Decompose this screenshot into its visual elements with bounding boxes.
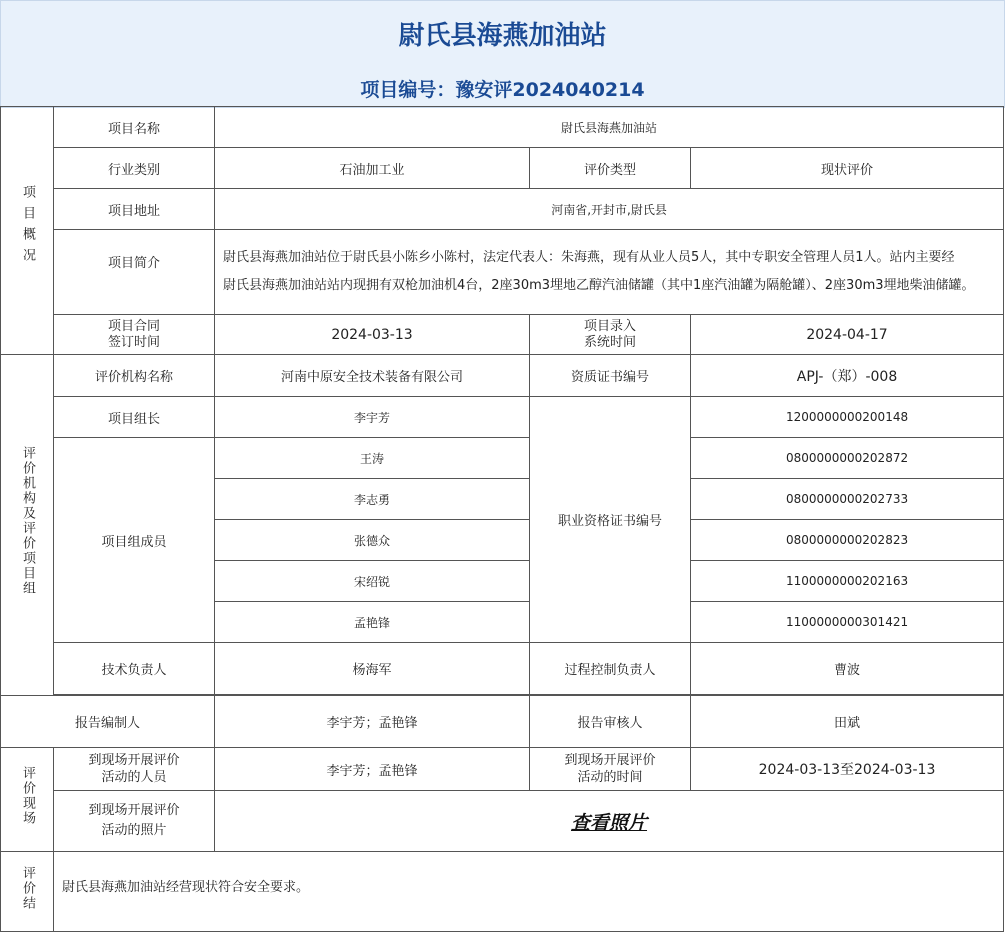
- members-label: 项目组成员: [54, 438, 215, 643]
- conclusion-value: 尉氏县海燕加油站经营现状符合安全要求。: [54, 852, 1004, 932]
- contract-time-label-line2: 签订时间: [107, 334, 160, 350]
- site-photo-label: [54, 791, 215, 852]
- page-title: 尉氏县海燕加油站: [398, 21, 607, 51]
- team-member-cert: 1100000000202163: [691, 561, 1004, 602]
- qual-cert-value: APJ-（郑）-008: [691, 355, 1004, 397]
- intro-line-2: 尉氏县海燕加油站站内现拥有双枪加油机4台，2座30m3埋地乙醇汽油储罐（其中1座汽油罐为隔舱罐）、2座30m3埋地柴油储罐。: [223, 278, 975, 293]
- entry-time-label: [530, 315, 691, 355]
- section-conclusion-label: [1, 852, 54, 932]
- project-number: 项目编号：豫安评2024040214: [360, 79, 645, 101]
- site-photo-label-line2: 活动的照片: [101, 823, 167, 838]
- section-site-text: 评价现场: [20, 765, 35, 826]
- agency-label: 评价机构名称: [54, 355, 215, 397]
- eval-type-label: 评价类型: [530, 148, 691, 189]
- address-value: 河南省,开封市,尉氏县: [215, 189, 1004, 230]
- section-org-text: 评价机构及评价项目组: [20, 446, 35, 596]
- team-member-cert: 1100000000301421: [691, 602, 1004, 643]
- address-label: 项目地址: [54, 189, 215, 230]
- site-photo-label-line1: 到现场开展评价: [88, 803, 180, 818]
- contract-time-label: [54, 315, 215, 355]
- report-compiler-value: 李宇芳；孟艳锋: [215, 696, 530, 748]
- process-lead-value: 曹波: [691, 643, 1004, 695]
- section-conclusion-text: 评价结: [20, 866, 35, 911]
- report-compiler-label: 报告编制人: [1, 696, 215, 748]
- team-member-name: 张德众: [215, 520, 530, 561]
- entry-time-value: 2024-04-17: [691, 315, 1004, 355]
- eval-type-value: 现状评价: [691, 148, 1004, 189]
- section-site-label: [1, 748, 54, 852]
- process-lead-label: 过程控制负责人: [530, 643, 691, 695]
- tech-lead-value: 杨海军: [215, 643, 530, 695]
- section-org-label: [1, 355, 54, 696]
- project-name-label: 项目名称: [54, 107, 215, 148]
- intro-value: [215, 230, 1004, 315]
- team-member-name: 王涛: [215, 438, 530, 479]
- site-time-value: 2024-03-13至2024-03-13: [691, 748, 1004, 791]
- leader-label: 项目组长: [54, 397, 215, 438]
- report-reviewer-label: 报告审核人: [530, 696, 691, 748]
- section-overview-label: [1, 107, 54, 355]
- team-member-cert: 1200000000200148: [691, 397, 1004, 438]
- team-member-name: 孟艳锋: [215, 602, 530, 643]
- site-time-label: [530, 748, 691, 791]
- view-photos-link[interactable]: 查看照片: [571, 811, 648, 834]
- team-member-cert: 0800000000202872: [691, 438, 1004, 479]
- team-member-name: 李宇芳: [215, 397, 530, 438]
- intro-line-1: 尉氏县海燕加油站位于尉氏县小陈乡小陈村，法定代表人：朱海燕，现有从业人员5人，其中专职安全管理人员1人。站内主要经: [223, 250, 955, 265]
- qual-cert-label: 资质证书编号: [530, 355, 691, 397]
- team-member-cert: 0800000000202823: [691, 520, 1004, 561]
- prof-cert-label: 职业资格证书编号: [530, 397, 691, 643]
- contract-time-label-line1: 项目合同: [107, 318, 160, 334]
- entry-time-label-line2: 系统时间: [583, 334, 636, 350]
- team-member-name: 李志勇: [215, 479, 530, 520]
- industry-value: 石油加工业: [215, 148, 530, 189]
- site-time-label-line1: 到现场开展评价: [564, 753, 656, 768]
- section-overview-text: 项目概况: [20, 184, 35, 269]
- site-people-label-line1: 到现场开展评价: [88, 753, 180, 768]
- team-member-cert: 0800000000202733: [691, 479, 1004, 520]
- page-header: [0, 0, 1005, 108]
- entry-time-label-line1: 项目录入: [583, 318, 636, 334]
- site-time-label-line2: 活动的时间: [577, 770, 643, 785]
- tech-lead-label: 技术负责人: [54, 643, 215, 695]
- site-photo-cell: [215, 791, 1004, 852]
- report-reviewer-value: 田斌: [691, 696, 1004, 748]
- project-name-value: 尉氏县海燕加油站: [215, 107, 1004, 148]
- intro-label: 项目简介: [54, 230, 215, 315]
- site-people-label-line2: 活动的人员: [101, 770, 167, 785]
- site-people-value: 李宇芳；孟艳锋: [215, 748, 530, 791]
- site-people-label: [54, 748, 215, 791]
- industry-label: 行业类别: [54, 148, 215, 189]
- contract-time-value: 2024-03-13: [215, 315, 530, 355]
- agency-value: 河南中原安全技术装备有限公司: [215, 355, 530, 397]
- project-info-table: [0, 106, 1004, 932]
- team-member-name: 宋绍锐: [215, 561, 530, 602]
